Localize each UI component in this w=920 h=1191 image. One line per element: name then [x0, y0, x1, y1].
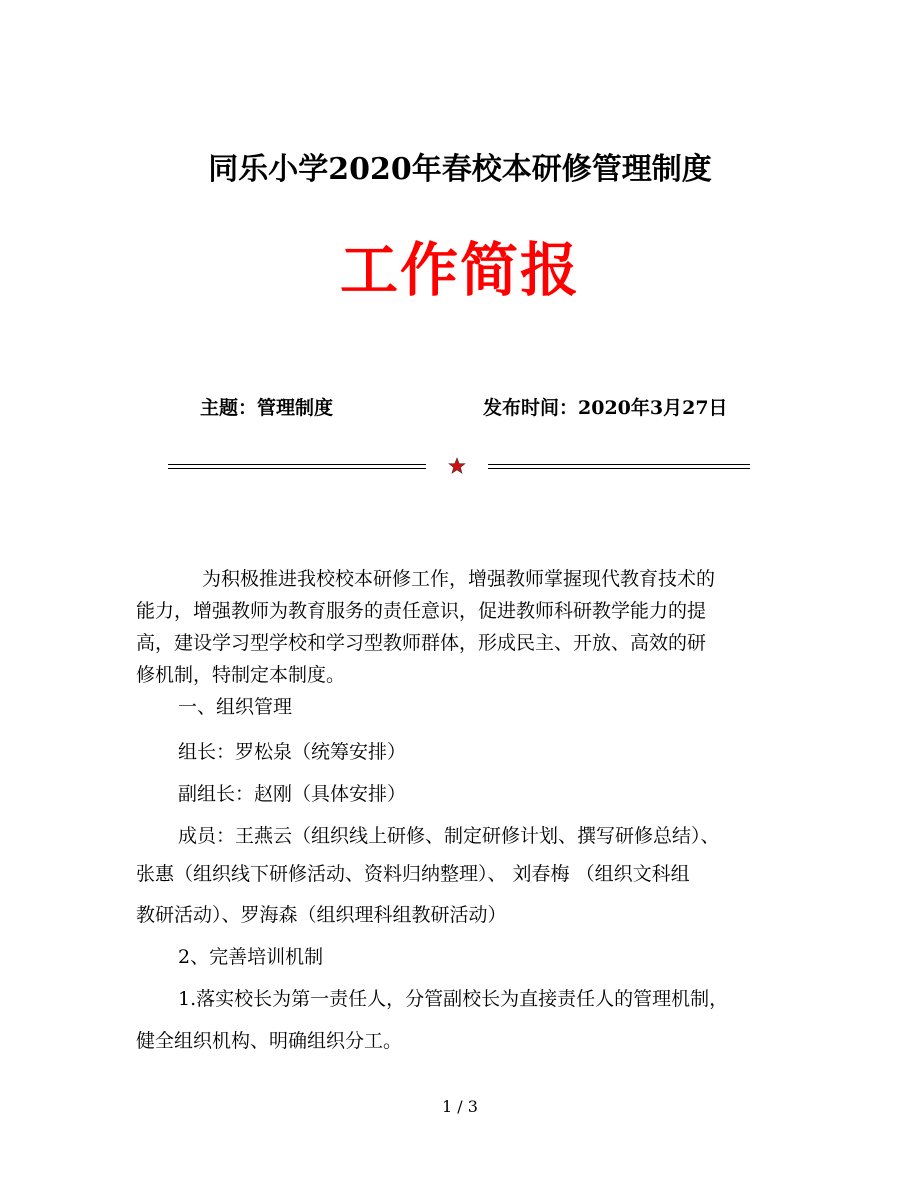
leader-line: 组长：罗松泉（统筹安排） — [178, 741, 407, 763]
topic-label: 主题：管理制度 — [200, 397, 334, 419]
section-heading: 一、组织管理 — [178, 696, 293, 718]
header-divider — [168, 460, 750, 474]
item-line: 1.落实校长为第一责任人，分管副校长为直接责任人的管理机制， — [178, 988, 729, 1010]
section-heading: 2、完善培训机制 — [178, 946, 324, 968]
intro-line: 高，建设学习型学校和学习型教师群体，形成民主、开放、高效的研 — [136, 632, 707, 654]
publish-date: 发布时间：2020年3月27日 — [483, 397, 728, 419]
document-title: 同乐小学2020年春校本研修管理制度 — [208, 152, 712, 187]
star-icon — [448, 457, 466, 475]
members-line: 张惠（组织线下研修活动、资料归纳整理）、 刘春梅 （组织文科组 — [136, 863, 690, 885]
intro-line: 能力，增强教师为教育服务的责任意识，促进教师科研教学能力的提 — [136, 600, 707, 622]
page-number: 1 / 3 — [442, 1097, 478, 1116]
intro-line: 修机制，特制定本制度。 — [136, 664, 346, 686]
divider-rule-left — [168, 464, 426, 469]
intro-line: 为积极推进我校校本研修工作，增强教师掌握现代教育技术的 — [202, 568, 716, 590]
bulletin-title: 工作简报 — [339, 236, 580, 304]
item-line: 健全组织机构、明确组织分工。 — [136, 1030, 403, 1052]
members-line: 教研活动）、罗海森（组织理科组教研活动） — [136, 904, 507, 926]
deputy-line: 副组长：赵刚（具体安排） — [178, 783, 407, 805]
members-line: 成员：王燕云（组织线上研修、制定研修计划、撰写研修总结）、 — [178, 825, 720, 847]
divider-rule-right — [488, 464, 750, 469]
